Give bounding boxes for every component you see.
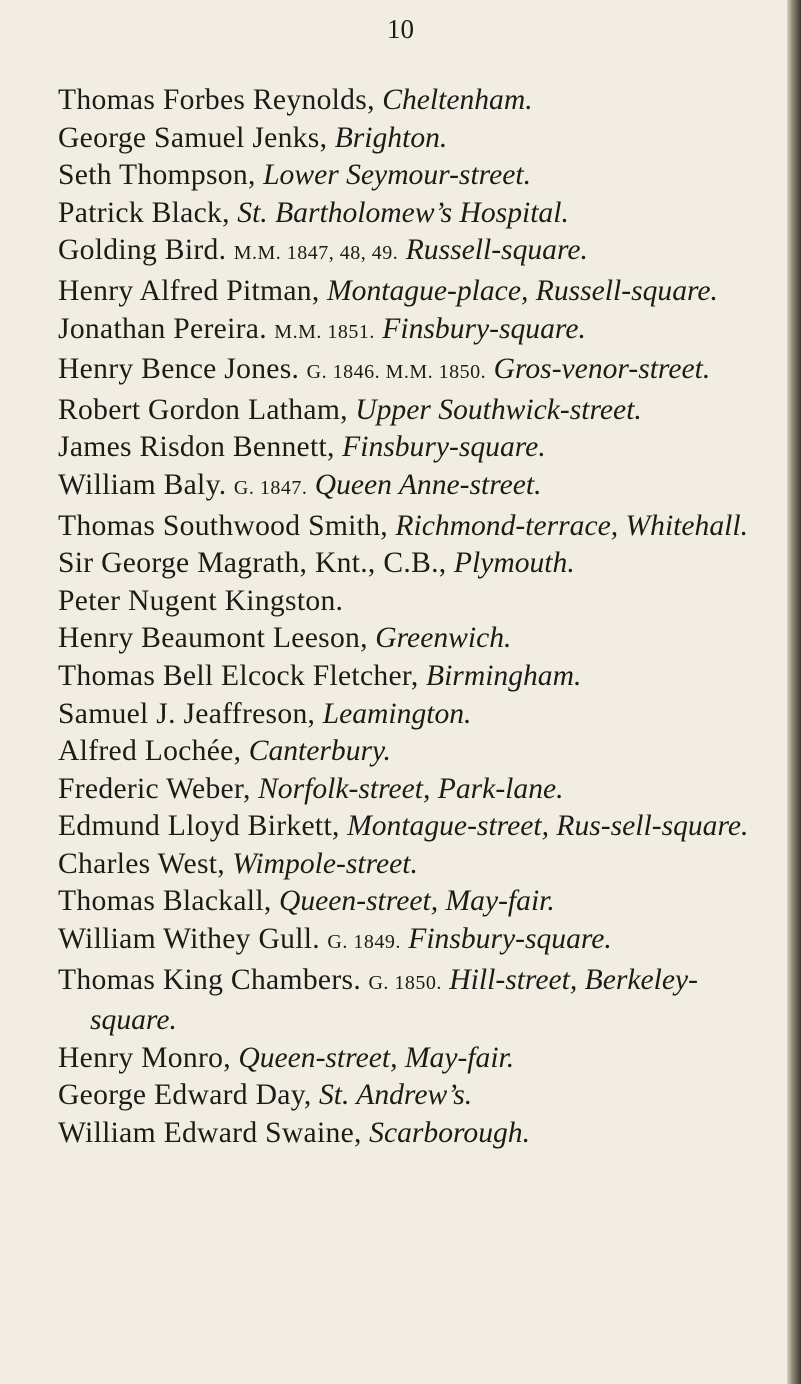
member-address: Finsbury-square.	[342, 431, 546, 464]
member-name: George Edward Day,	[58, 1079, 312, 1112]
list-item	[58, 82, 778, 120]
member-address: Wimpole-street.	[232, 847, 418, 880]
member-degrees: M.M. 1847, 48, 49.	[233, 242, 399, 265]
member-address: Norfolk-street, Park-lane.	[258, 772, 564, 805]
member-name: Samuel J. Jeaffreson,	[58, 697, 316, 730]
list-item	[58, 658, 778, 696]
list-item	[58, 771, 778, 809]
member-address: Queen-street, May-fair.	[238, 1041, 515, 1074]
member-degrees: G. 1850.	[368, 971, 442, 994]
list-item	[58, 620, 778, 658]
list-item	[58, 962, 778, 1040]
member-address: Queen Anne-street.	[314, 468, 542, 501]
list-item	[58, 232, 778, 273]
member-address: Montague-place, Russell-square.	[327, 274, 718, 307]
list-item	[58, 1040, 778, 1078]
list-item	[58, 392, 778, 430]
member-address: Richmond-terrace, Whitehall.	[395, 509, 748, 542]
list-item	[58, 808, 778, 846]
member-address: Upper Southwick-street.	[355, 393, 642, 426]
member-name: Thomas King Chambers.	[58, 963, 362, 996]
list-item	[58, 846, 778, 884]
member-address: Plymouth.	[453, 547, 575, 580]
member-name: William Edward Swaine,	[58, 1117, 362, 1150]
page-number: 10	[387, 14, 414, 44]
list-item	[58, 545, 778, 583]
member-list	[58, 82, 778, 1153]
member-address: Leamington.	[322, 697, 472, 730]
list-item	[58, 921, 778, 962]
member-address: Brighton.	[334, 121, 448, 154]
member-degrees: G. 1849.	[327, 931, 401, 954]
member-address: St. Bartholomew’s Hospital.	[237, 196, 569, 229]
list-item	[58, 508, 778, 546]
list-item	[58, 429, 778, 467]
member-address: Finsbury-square.	[408, 923, 612, 956]
member-address: Birmingham.	[426, 659, 582, 692]
member-name: Henry Monro,	[58, 1041, 231, 1074]
list-item	[58, 120, 778, 158]
page-edge-shadow	[787, 0, 801, 1384]
list-item	[58, 157, 778, 195]
list-item	[58, 1077, 778, 1115]
member-name: Seth Thompson,	[58, 159, 256, 192]
member-address: Russell-square.	[405, 234, 588, 267]
list-item	[58, 273, 778, 311]
member-name: Henry Beaumont Leeson,	[58, 622, 368, 655]
member-name: Henry Alfred Pitman,	[58, 274, 320, 307]
member-name: Jonathan Pereira.	[58, 312, 267, 345]
list-item	[58, 1115, 778, 1153]
member-name: Peter Nugent Kingston.	[58, 584, 344, 617]
member-degrees: M.M. 1851.	[274, 320, 375, 343]
member-address: Cheltenham.	[382, 84, 533, 116]
member-address: St. Andrew’s.	[318, 1079, 473, 1112]
member-name: Sir George Magrath, Knt., C.B.,	[58, 547, 447, 580]
member-name: William Baly.	[58, 468, 227, 501]
list-item	[58, 583, 778, 621]
member-address: Scarborough.	[369, 1117, 530, 1150]
list-item	[58, 311, 778, 352]
member-name: James Risdon Bennett,	[58, 431, 335, 464]
list-item	[58, 351, 778, 392]
member-name: Patrick Black,	[58, 196, 230, 229]
member-name: George Samuel Jenks,	[58, 121, 328, 154]
member-name: Alfred Lochée,	[58, 735, 242, 768]
member-name: William Withey Gull.	[58, 923, 320, 956]
member-name: Henry Bence Jones.	[58, 353, 300, 386]
member-name: Charles West,	[58, 847, 225, 880]
member-name: Thomas Bell Elcock Fletcher,	[58, 659, 419, 692]
list-item	[58, 883, 778, 921]
member-name: Thomas Blackall,	[58, 885, 272, 918]
member-address: Hill-street, Berkeley-square.	[90, 963, 698, 1037]
list-item	[58, 696, 778, 734]
member-degrees: G. 1847.	[233, 476, 308, 499]
member-name: Thomas Southwood Smith,	[58, 509, 388, 542]
member-address: Canterbury.	[248, 735, 391, 768]
member-degrees: G. 1846. M.M. 1850.	[306, 361, 487, 384]
member-address: Gros-venor-street.	[493, 353, 711, 386]
member-address: Lower Seymour-street.	[263, 159, 531, 192]
member-address: Greenwich.	[375, 622, 512, 655]
member-name: Robert Gordon Latham,	[58, 393, 348, 426]
list-item	[58, 733, 778, 771]
list-item	[58, 195, 778, 233]
member-address: Queen-street, May-fair.	[278, 885, 555, 918]
member-address: Finsbury-square.	[382, 312, 586, 345]
member-address: Montague-street, Rus-sell-square.	[347, 810, 749, 843]
member-name: Thomas Forbes Reynolds,	[58, 84, 375, 116]
member-name: Edmund Lloyd Birkett,	[58, 810, 340, 843]
member-name: Frederic Weber,	[58, 772, 251, 805]
list-item	[58, 467, 778, 508]
member-name: Golding Bird.	[58, 234, 227, 267]
